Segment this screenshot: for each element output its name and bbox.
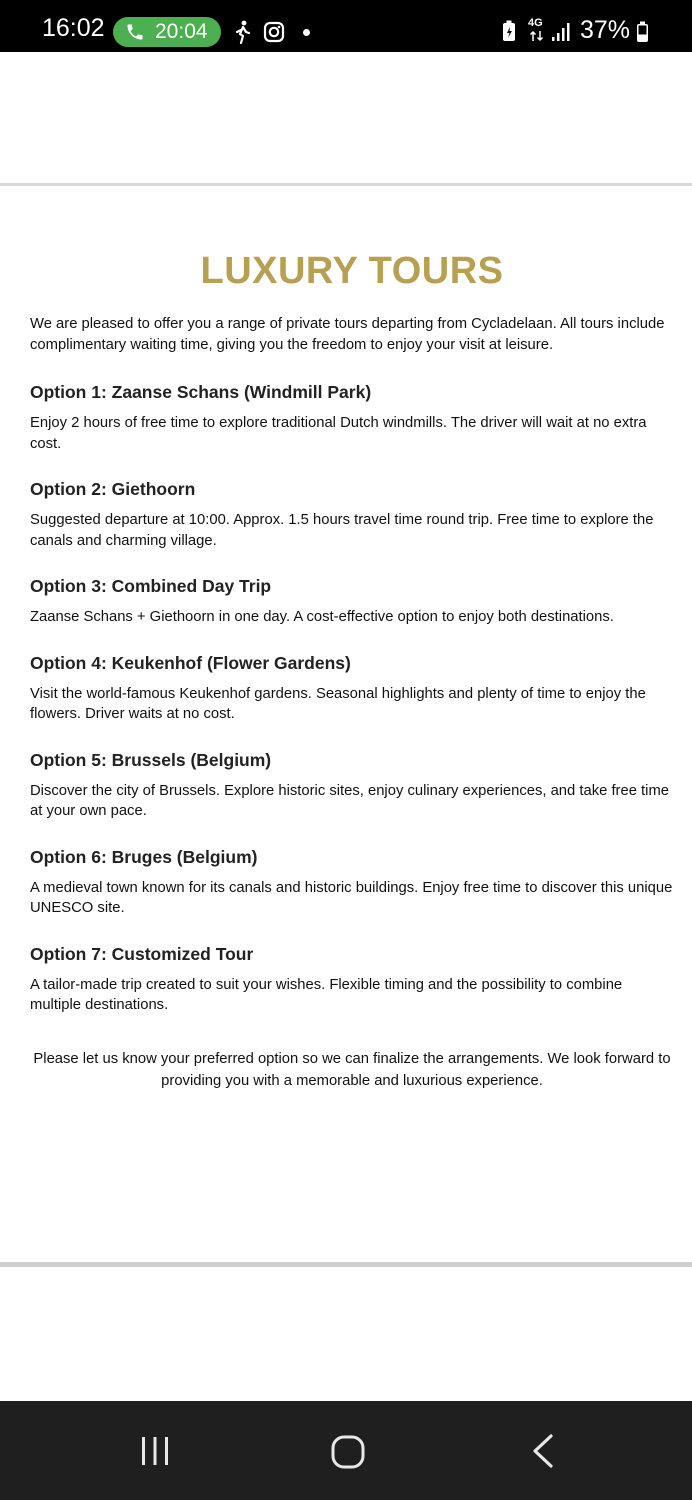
back-icon[interactable]: [530, 1433, 556, 1469]
option-description: Discover the city of Brussels. Explore historic sites, enjoy culinary experiences, and take free time at your own pace.: [30, 782, 670, 819]
tour-option: [30, 652, 674, 725]
recents-icon[interactable]: [139, 1435, 171, 1467]
option-title: Option 7: Customized Tour: [30, 943, 254, 964]
page-title: LUXURY TOURS: [200, 250, 504, 292]
option-description: A tailor-made trip created to suit your wishes. Flexible timing and the possibility to combine multiple destinations.: [30, 976, 623, 1013]
instagram-icon: [263, 21, 285, 43]
intro-paragraph: We are pleased to offer you a range of private tours departing from Cycladelaan. All tours include complimentary waiting time, giving you the freedom to enjoy your visit at leisure.: [30, 316, 665, 353]
battery-percent: 37%: [580, 16, 631, 44]
option-title: Option 4: Keukenhof (Flower Gardens): [30, 652, 351, 673]
walking-icon: [233, 20, 253, 44]
tour-option: [30, 381, 674, 454]
option-title: Option 2: Giethoorn: [30, 479, 196, 499]
document-body: [30, 248, 674, 1107]
network-indicator: [528, 17, 548, 43]
network-type: 4G: [528, 17, 543, 29]
status-bar: [0, 0, 692, 52]
option-description: Visit the world-famous Keukenhof gardens. Seasonal highlights and plenty of time to enjoy the flowers. Driver waits at no cost.: [30, 685, 646, 722]
option-description: Zaanse Schans + Giethoorn in one day. A cost-effective option to enjoy both destinations.: [30, 609, 614, 625]
signal-icon: [551, 22, 571, 42]
option-title: Option 6: Bruges (Belgium): [30, 846, 258, 867]
tour-option: [30, 846, 674, 919]
tour-option: [30, 478, 674, 551]
navigation-bar: [0, 1401, 692, 1500]
closing-paragraph: Please let us know your preferred option so we can finalize the arrangements. We look forward to providing you with a memorable and luxurious experience.: [33, 1050, 671, 1089]
battery-icon: [636, 21, 649, 43]
option-description: Suggested departure at 10:00. Approx. 1.5 hours travel time round trip. Free time to explore the canals and charming village.: [30, 512, 654, 549]
home-icon[interactable]: [330, 1434, 366, 1470]
battery-saver-icon: [502, 20, 516, 42]
status-time: 16:02: [42, 14, 105, 42]
option-title: Option 1: Zaanse Schans (Windmill Park): [30, 382, 372, 402]
option-title: Option 5: Brussels (Belgium): [30, 749, 272, 770]
option-description: A medieval town known for its canals and historic buildings. Enjoy free time to discover this unique UNESCO site.: [30, 879, 673, 916]
data-arrows-icon: [529, 30, 545, 42]
phone-icon: [125, 22, 145, 42]
tour-option: [30, 575, 674, 628]
tour-option: [30, 943, 674, 1016]
bottom-divider: [0, 1262, 692, 1267]
top-divider: [0, 183, 692, 186]
tour-option: [30, 749, 674, 822]
call-duration: 20:04: [155, 20, 208, 43]
notification-dot-icon: [303, 29, 310, 36]
ongoing-call-chip[interactable]: [113, 17, 221, 47]
option-title: Option 3: Combined Day Trip: [30, 576, 272, 596]
option-description: Enjoy 2 hours of free time to explore traditional Dutch windmills. The driver will wait at no extra cost.: [30, 415, 647, 452]
